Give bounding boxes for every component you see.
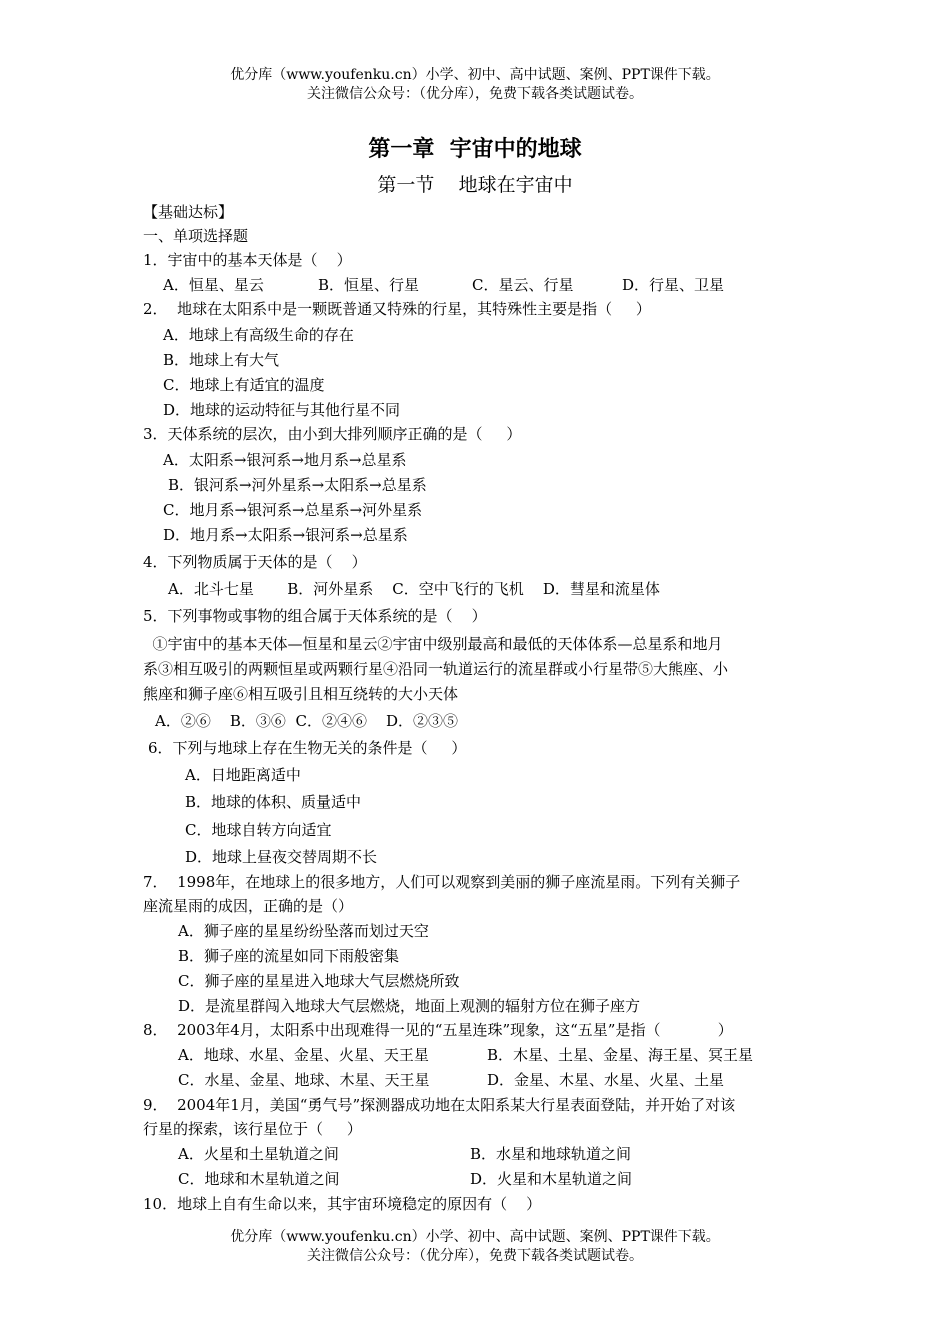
question-1-option-c: C．星云、行星 [472,276,574,294]
question-8-option-c: C．水星、金星、地球、木星、天王星 [178,1071,430,1089]
question-7-stem-2: 座流星雨的成因，正确的是（） [143,897,354,915]
question-2-option-d: D．地球的运动特征与其他行星不同 [163,401,401,419]
section-title: 第一节 地球在宇宙中 [377,174,573,196]
question-9-option-d: D．火星和木星轨道之间 [470,1170,633,1188]
question-3-stem: 3．天体系统的层次，由小到大排列顺序正确的是（ ） [143,425,522,443]
question-2-stem: 2． 地球在太阳系中是一颗既普通又特殊的行星，其特殊性主要是指（ ） [143,300,651,318]
chapter-title: 第一章 宇宙中的地球 [368,136,582,162]
question-8-option-a: A．地球、水星、金星、火星、天王星 [178,1046,429,1064]
question-5-body-1: ①宇宙中的基本天体—恒星和星云②宇宙中级别最高和最低的天体体系—总星系和地月 [143,635,723,653]
question-2-option-c: C．地球上有适宜的温度 [163,376,325,394]
question-10-stem: 10．地球上自有生命以来，其宇宙环境稳定的原因有（ ） [143,1195,542,1213]
header-line-1: 优分库（www.youfenku.cn）小学、初中、高中试题、案例、PPT课件下载。 [230,67,720,83]
question-2-option-a: A．地球上有高级生命的存在 [163,326,354,344]
footer-line-1: 优分库（www.youfenku.cn）小学、初中、高中试题、案例、PPT课件下载。 [230,1229,720,1245]
header-line-2: 关注微信公众号：（优分库），免费下载各类试题试卷。 [307,86,643,102]
question-3-option-b: B．银河系→河外星系→太阳系→总星系 [168,476,427,494]
question-6-option-b: B．地球的体积、质量适中 [185,793,362,811]
question-7-option-b: B．狮子座的流星如同下雨般密集 [178,947,400,965]
question-1-stem: 1．宇宙中的基本天体是（ ） [143,251,352,269]
question-6-option-d: D．地球上昼夜交替周期不长 [185,848,378,866]
question-1-option-b: B．恒星、行星 [318,276,420,294]
question-7-stem-1: 7． 1998年，在地球上的很多地方，人们可以观察到美丽的狮子座流星雨。下列有关狮子 [143,873,741,891]
question-5-stem: 5．下列事物或事物的组合属于天体系统的是（ ） [143,607,487,625]
question-7-option-d: D．是流星群闯入地球大气层燃烧，地面上观测的辐射方位在狮子座方 [178,997,641,1015]
question-4-options: A．北斗七星 B．河外星系 C．空中飞行的飞机 D．彗星和流星体 [168,580,660,598]
question-5-body-2: 系③相互吸引的两颗恒星或两颗行星④沿同一轨道运行的流星群或小行星带⑤大熊座、小 [143,660,729,678]
question-9-option-b: B．水星和地球轨道之间 [470,1145,632,1163]
question-7-option-a: A．狮子座的星星纷纷坠落而划过天空 [178,922,429,940]
question-9-stem-2: 行星的探索，该行星位于（ ） [143,1120,362,1138]
question-1-option-a: A．恒星、星云 [163,276,264,294]
question-9-option-c: C．地球和木星轨道之间 [178,1170,340,1188]
question-7-option-c: C．狮子座的星星进入地球大气层燃烧所致 [178,972,460,990]
question-4-stem: 4．下列物质属于天体的是（ ） [143,553,367,571]
question-5-body-3: 熊座和狮子座⑥相互吸引且相互绕转的大小天体 [143,685,459,703]
question-2-option-b: B．地球上有大气 [163,351,280,369]
question-9-option-a: A．火星和土星轨道之间 [178,1145,339,1163]
question-3-option-a: A．太阳系→银河系→地月系→总星系 [163,451,407,469]
part-label: 一、单项选择题 [143,227,249,245]
question-1-option-d: D．行星、卫星 [622,276,725,294]
question-6-option-a: A．日地距离适中 [185,766,301,784]
question-9-stem-1: 9． 2004年1月，美国“勇气号”探测器成功地在太阳系某大行星表面登陆，并开始了对该 [143,1096,736,1114]
question-8-option-b: B．木星、土星、金星、海王星、冥王星 [487,1046,754,1064]
footer-line-2: 关注微信公众号：（优分库），免费下载各类试题试卷。 [307,1248,643,1264]
question-8-option-d: D．金星、木星、水星、火星、土星 [487,1071,725,1089]
question-3-option-d: D．地月系→太阳系→银河系→总星系 [163,526,408,544]
question-8-stem: 8． 2003年4月，太阳系中出现难得一见的“五星连珠”现象，这“五星”是指（ ） [143,1021,733,1039]
question-3-option-c: C．地月系→银河系→总星系→河外星系 [163,501,423,519]
question-6-stem: 6．下列与地球上存在生物无关的条件是（ ） [148,739,467,757]
question-6-option-c: C．地球自转方向适宜 [185,821,332,839]
section-label: 【基础达标】 [143,203,234,221]
question-5-options: A．②⑥ B．③⑥ C．②④⑥ D．②③⑤ [155,712,459,730]
